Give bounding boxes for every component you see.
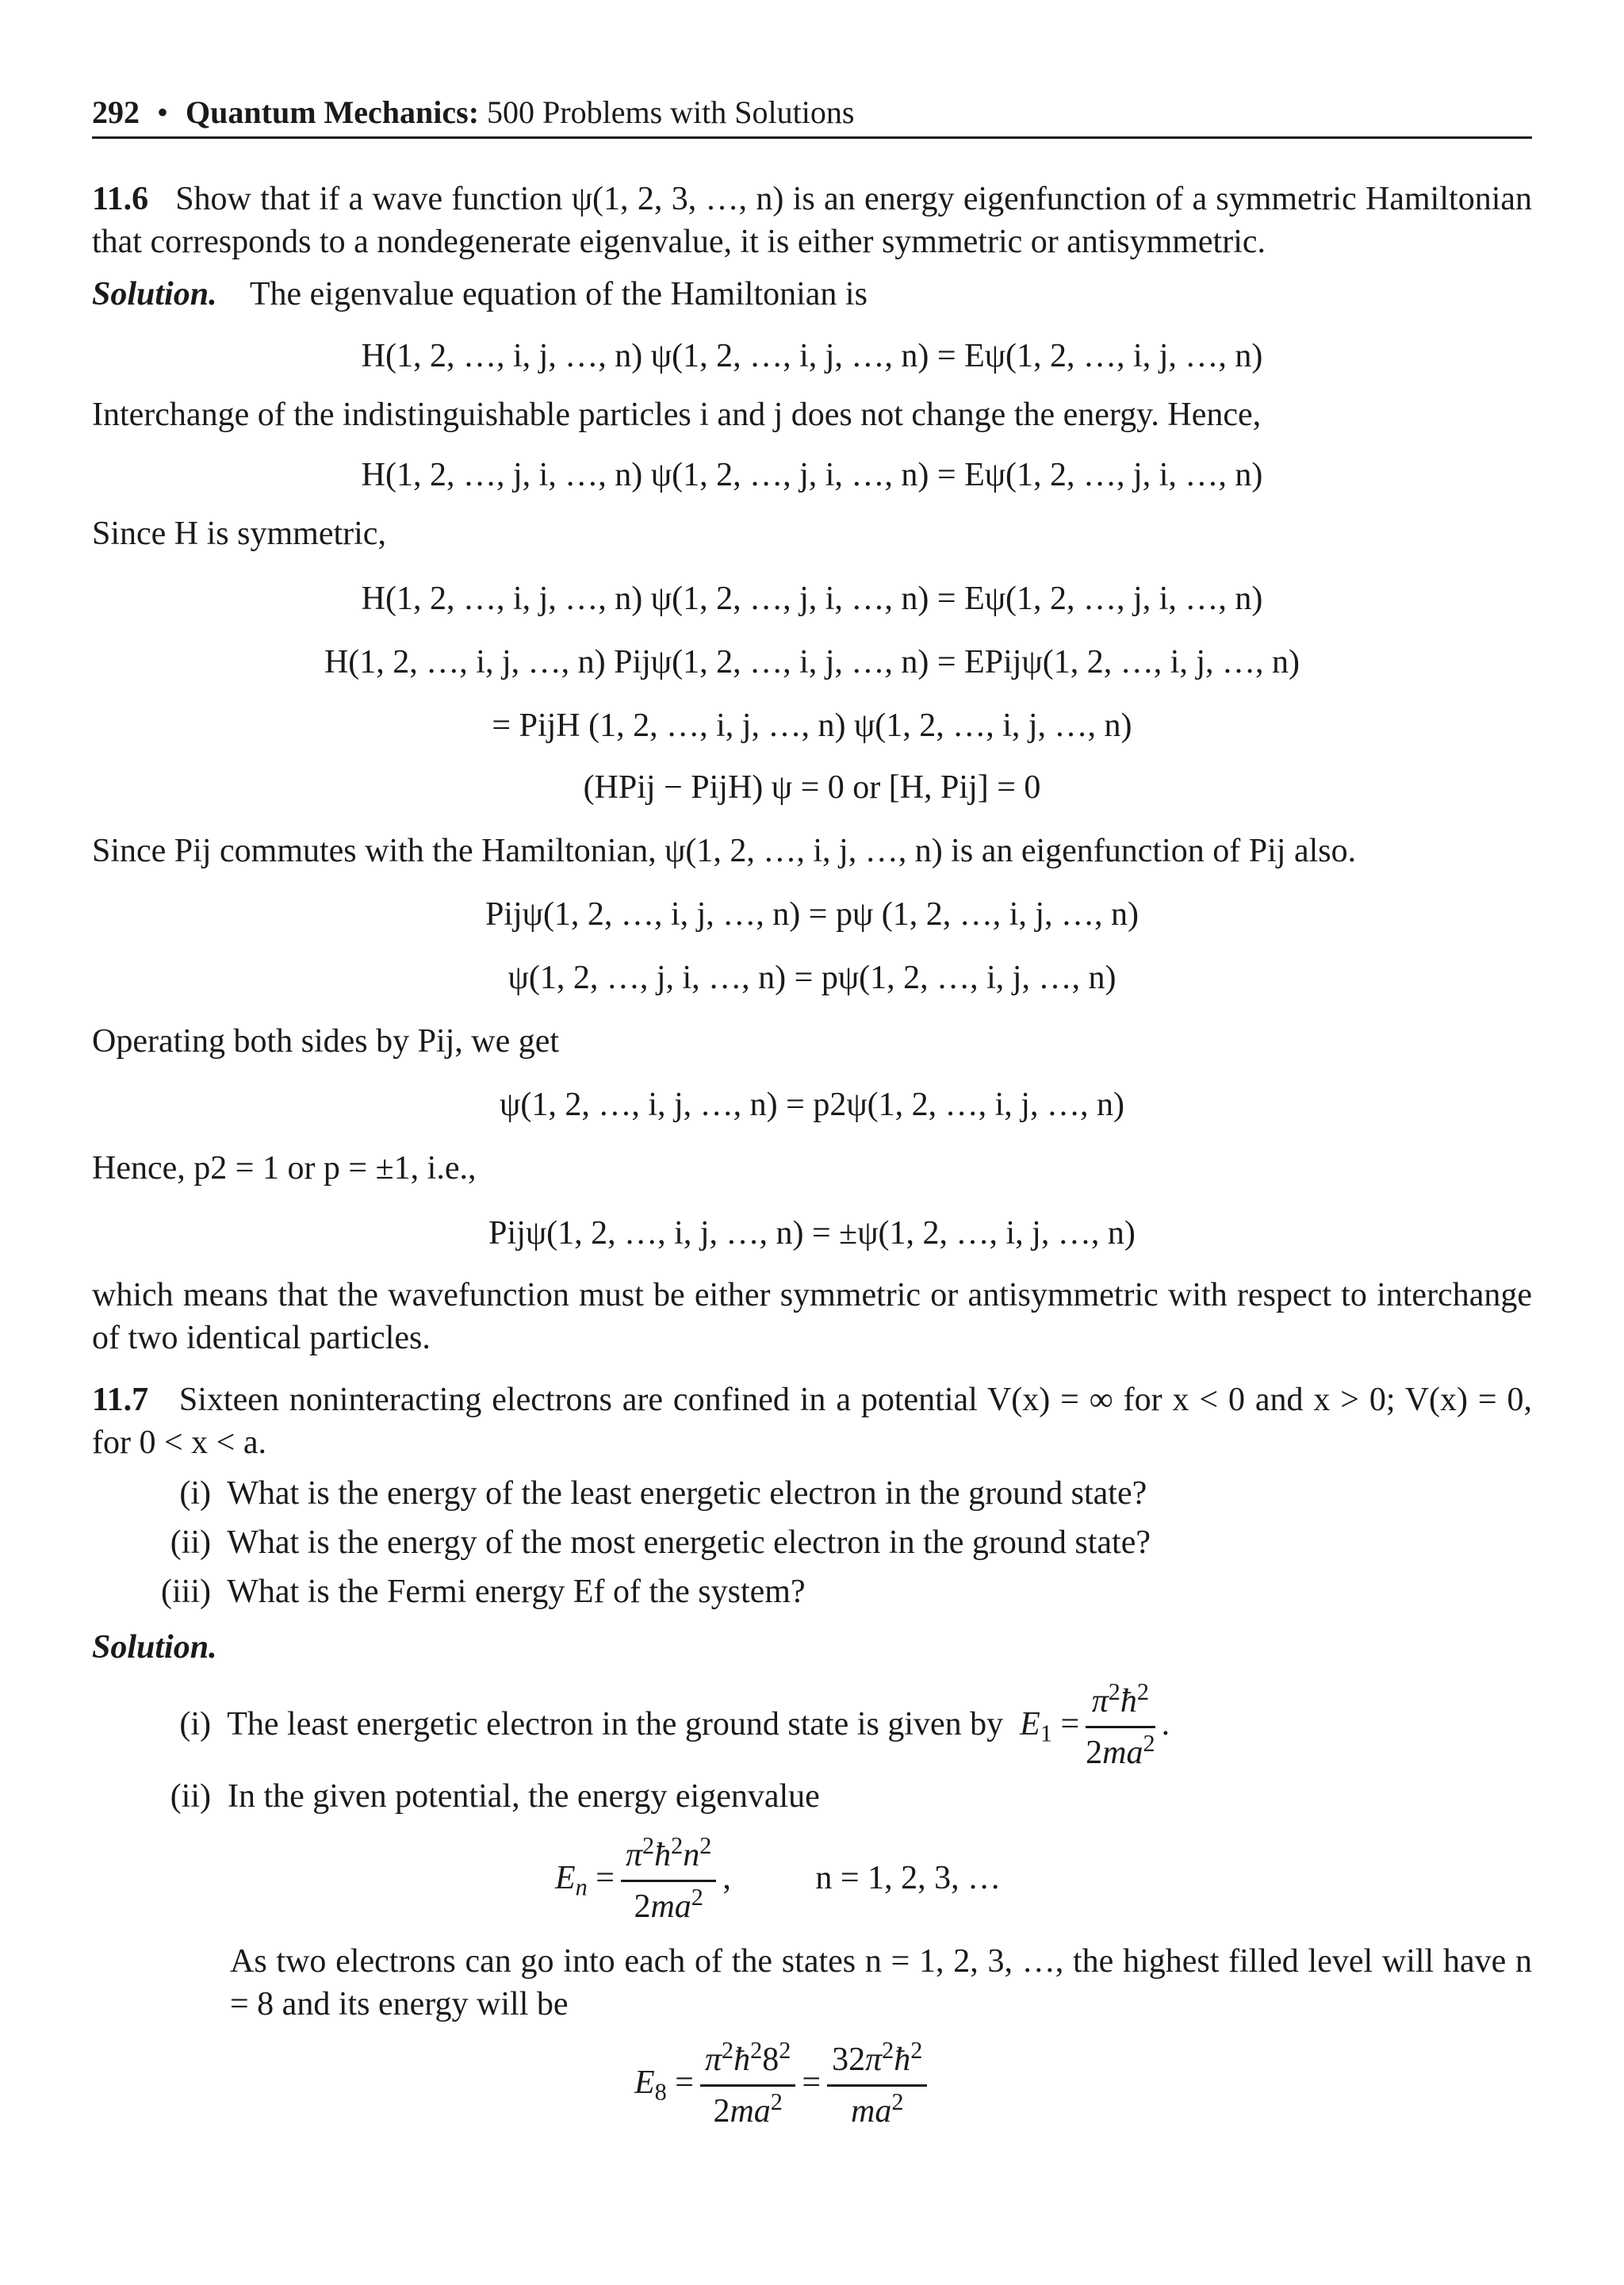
fraction-e1: $\frac{\pi^2ħ^2}{2ma^2}$ (1086, 1677, 1155, 1771)
solution-label-11-7 (92, 1626, 217, 1669)
text-hence: Hence, p2 = 1 or p = ±1, i.e., (92, 1150, 477, 1187)
solution-intro-line (92, 273, 868, 316)
text-interchange: Interchange of the indistinguishable particles i and j does not change the energy. Hence, (92, 397, 1262, 433)
text-conclusion: which means that the wavefunction must be either symmetric or antisymmetric with respect to interchange of two identical particles. (92, 1277, 1532, 1356)
solution-ii-text: In the given potential, the energy eigenvalue (228, 1778, 820, 1815)
equation-7: Pijψ(1, 2, …, i, j, …, n) = pψ (1, 2, …, i, j, …, n) (485, 896, 1139, 933)
problem-number: 11.7 (92, 1382, 149, 1418)
page-number: 292 (92, 94, 140, 130)
problem-number: 11.6 (92, 181, 149, 217)
equation-8: ψ(1, 2, …, j, i, …, n) = pψ(1, 2, …, i, j, …, n) (508, 960, 1116, 996)
text-commutes: Since Pij commutes with the Hamiltonian, ψ(1, 2, …, i, j, …, n) is an eigenfunction of Pij also. (92, 833, 1357, 869)
fraction-en: $\frac{\pi^2ħ^2n^2}{2ma^2}$ (621, 1834, 716, 1928)
question-ii (155, 1521, 1151, 1564)
equation-4: H(1, 2, …, i, j, …, n) Pijψ(1, 2, …, i, j, …, n) = EPijψ(1, 2, …, i, j, …, n) (324, 644, 1300, 681)
equation-en: $E_n$ = $\frac{\pi^2ħ^2n^2}{2ma^2}$ , n = 1, 2, 3, … (555, 1834, 1001, 1928)
solution-label: Solution. (92, 1629, 217, 1666)
equation-3: H(1, 2, …, i, j, …, n) ψ(1, 2, …, j, i, …, n) = Eψ(1, 2, …, j, i, …, n) (361, 581, 1263, 617)
question-label: (iii) (161, 1574, 211, 1610)
solution-i-label: (i) (179, 1706, 211, 1743)
solution-ii-label: (ii) (170, 1778, 211, 1815)
book-subtitle: 500 Problems with Solutions (487, 94, 855, 130)
text-symmetric: Since H is symmetric, (92, 516, 386, 552)
text-operating: Operating both sides by Pij, we get (92, 1023, 560, 1060)
solution-i: (i) The least energetic electron in the ground state is given by $E_1$ = $\frac{\pi^2ħ^2}{2ma^2}$ . (155, 1680, 1170, 1774)
question-text: What is the Fermi energy Ef of the system? (227, 1574, 806, 1610)
running-header (92, 94, 854, 132)
equation-9: ψ(1, 2, …, i, j, …, n) = p2ψ(1, 2, …, i, j, …, n) (500, 1087, 1124, 1123)
equation-1: H(1, 2, …, i, j, …, n) ψ(1, 2, …, i, j, …, n) = Eψ(1, 2, …, i, j, …, n) (361, 338, 1263, 374)
solution-label: Solution. (92, 276, 217, 312)
equation-2: H(1, 2, …, j, i, …, n) ψ(1, 2, …, j, i, …, n) = Eψ(1, 2, …, j, i, …, n) (361, 457, 1263, 493)
solution-ii-continued: As two electrons can go into each of the states n = 1, 2, 3, …, the highest filled level will have n = 8 and its energy will be (230, 1943, 1532, 2022)
header-bullet: • (157, 94, 169, 130)
question-i (155, 1472, 1147, 1515)
fraction-e8-a: $\frac{\pi^2ħ^28^2}{2ma^2}$ (700, 2038, 795, 2133)
equation-6: (HPij − PijH) ψ = 0 or [H, Pij] = 0 (583, 769, 1041, 806)
solution-i-text: The least energetic electron in the ground state is given by (227, 1706, 1004, 1743)
question-iii (155, 1570, 806, 1613)
equation-5: = PijH (1, 2, …, i, j, …, n) ψ(1, 2, …, i, j, …, n) (492, 707, 1132, 744)
problem-text: Sixteen noninteracting electrons are confined in a potential V(x) = ∞ for x < 0 and x > 0; V(x) = 0, for 0 < x < a. (92, 1382, 1532, 1461)
solution-intro: The eigenvalue equation of the Hamiltonian is (249, 276, 868, 312)
equation-e8: $E_8$ = $\frac{\pi^2ħ^28^2}{2ma^2}$ = $\frac{32\pi^2ħ^2}{ma^2}$ (634, 2038, 933, 2133)
problem-11-6-statement (92, 178, 1532, 263)
equation-10: Pijψ(1, 2, …, i, j, …, n) = ±ψ(1, 2, …, i, j, …, n) (488, 1215, 1136, 1252)
problem-text: Show that if a wave function ψ(1, 2, 3, …, n) is an energy eigenfunction of a symmetric Hamiltonian that corresponds to a nondegenerate eigenvalue, it is either symmetric or antisymmetric. (92, 181, 1533, 260)
fraction-e8-b: $\frac{32\pi^2ħ^2}{ma^2}$ (827, 2038, 927, 2133)
solution-ii (155, 1775, 820, 1818)
question-text: What is the energy of the least energetic electron in the ground state? (227, 1475, 1147, 1512)
n-values: n = 1, 2, 3, … (815, 1860, 1002, 1897)
book-title: Quantum Mechanics: (186, 94, 480, 130)
question-text: What is the energy of the most energetic electron in the ground state? (227, 1524, 1151, 1561)
question-label: (ii) (170, 1524, 211, 1561)
question-label: (i) (179, 1475, 211, 1512)
problem-11-7-statement (92, 1378, 1532, 1464)
header-rule (92, 136, 1532, 139)
